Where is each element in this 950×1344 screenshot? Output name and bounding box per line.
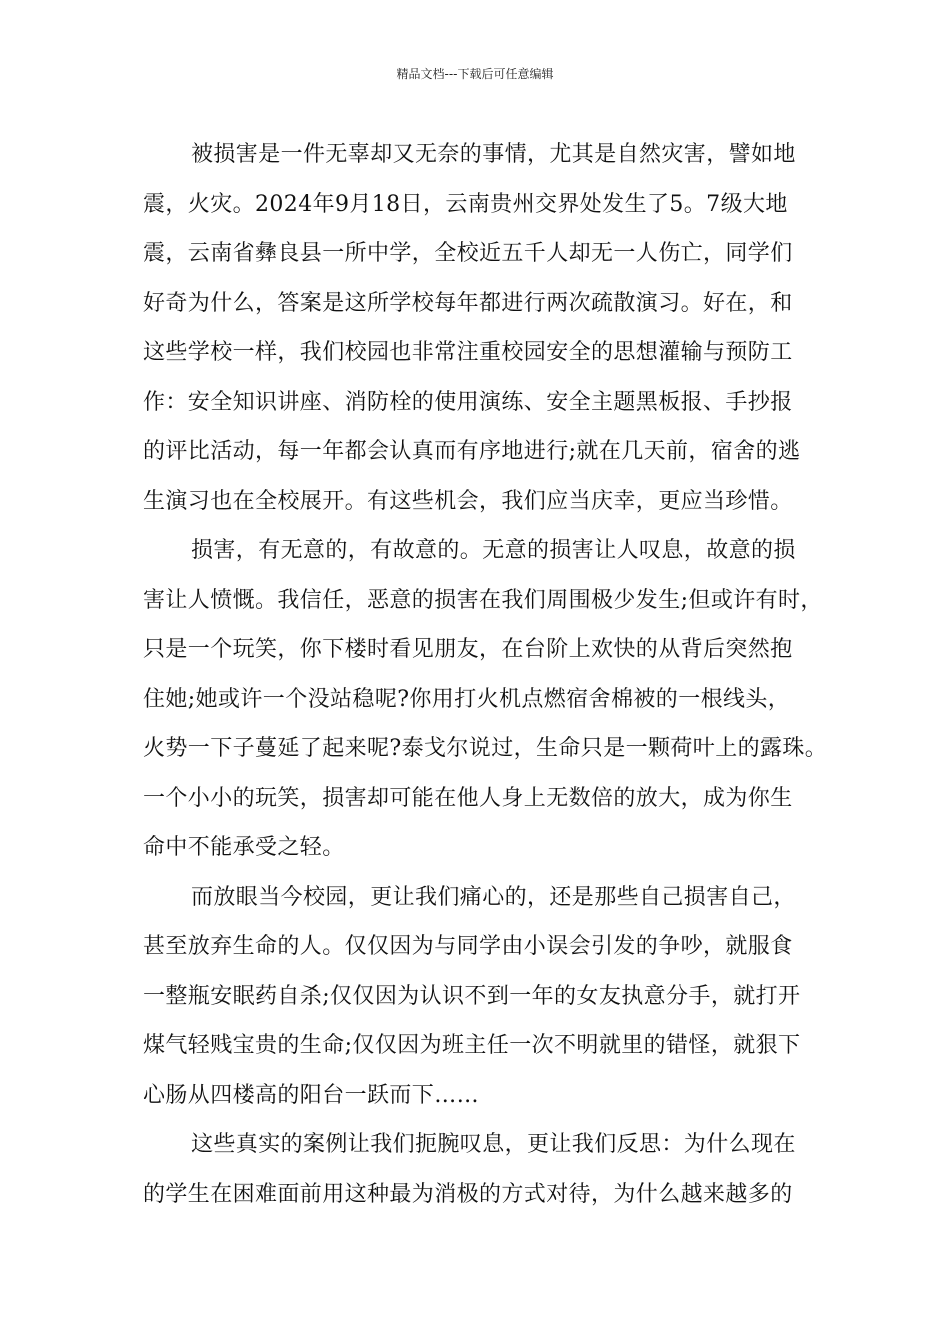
paragraph-line: 住她;她或许一个没站稳呢?你用打火机点燃宿舍棉被的一根线头， <box>143 686 791 712</box>
paragraph-line: 生演习也在全校展开。有这些机会，我们应当庆幸，更应当珍惜。 <box>143 488 793 514</box>
paragraph-line: 心肠从四楼高的阳台一跃而下…… <box>143 1082 480 1108</box>
paragraph <box>143 526 828 873</box>
paragraph-line: 的评比活动，每一年都会认真而有序地进行;就在几天前，宿舍的逃 <box>143 439 801 464</box>
paragraph <box>143 873 811 1121</box>
paragraph-line: 好奇为什么，答案是这所学校每年都进行两次疏散演习。好在，和 <box>143 290 793 316</box>
paragraph-line: 一个小小的玩笑，损害却可能在他人身上无数倍的放大，成为你生 <box>143 785 793 811</box>
paragraph-line: 一整瓶安眠药自杀;仅仅因为认识不到一年的女友执意分手，就打开 <box>143 983 801 1009</box>
page-header: 精品文档---下载后可任意编辑 <box>396 67 554 81</box>
paragraph-line: 被损害是一件无辜却又无奈的事情，尤其是自然灾害，譬如地 <box>191 142 796 167</box>
paragraph-line: 损害，有无意的，有故意的。无意的损害让人叹息，故意的损 <box>191 538 796 563</box>
paragraph-line: 震，火灾。2024年9月18日，云南贵州交界处发生了5。7级大地 <box>143 191 788 217</box>
document-body <box>143 130 828 1219</box>
paragraph-line: 作：安全知识讲座、消防栓的使用演练、安全主题黑板报、手抄报 <box>143 389 793 415</box>
paragraph-line: 火势一下子蔓延了起来呢?泰戈尔说过，生命只是一颗荷叶上的露珠。 <box>143 736 828 761</box>
paragraph-line: 甚至放弃生命的人。仅仅因为与同学由小误会引发的争吵，就服食 <box>143 934 793 959</box>
paragraph <box>143 130 811 526</box>
paragraph-line: 害让人愤慨。我信任，恶意的损害在我们周围极少发生;但或许有时， <box>143 587 823 613</box>
paragraph-line: 只是一个玩笑，你下楼时看见朋友，在台阶上欢快的从背后突然抱 <box>143 637 793 662</box>
paragraph-line: 震，云南省彝良县一所中学，全校近五千人却无一人伤亡，同学们 <box>143 241 793 266</box>
paragraph-line: 命中不能承受之轻。 <box>143 835 345 860</box>
paragraph-line: 的学生在困难面前用这种最为消极的方式对待，为什么越来越多的 <box>143 1181 793 1207</box>
paragraph-line: 煤气轻贱宝贵的生命;仅仅因为班主任一次不明就里的错怪，就狠下 <box>143 1033 801 1058</box>
paragraph <box>143 1120 811 1219</box>
paragraph-line: 这些学校一样，我们校园也非常注重校园安全的思想灌输与预防工 <box>143 340 793 365</box>
paragraph-line: 而放眼当今校园，更让我们痛心的，还是那些自己损害自己， <box>191 884 796 910</box>
paragraph-line: 这些真实的案例让我们扼腕叹息，更让我们反思：为什么现在 <box>191 1132 796 1157</box>
